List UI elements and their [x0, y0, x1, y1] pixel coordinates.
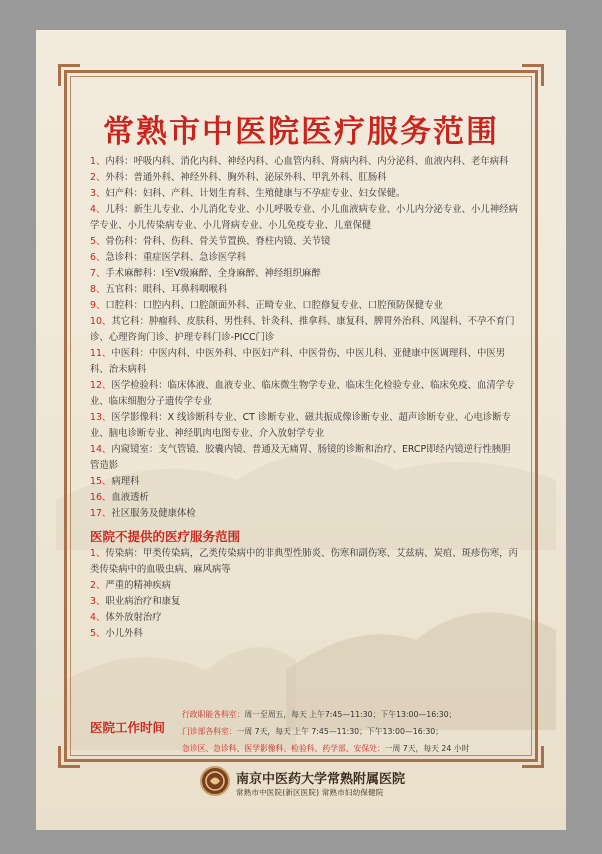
item-number: 11、 — [90, 348, 112, 359]
service-item — [90, 282, 518, 298]
hours-text: 一周 7天，每天 24 小时 — [384, 744, 470, 753]
hours-label: 门诊部各科室： — [182, 727, 237, 736]
item-text: 体外放射治疗 — [105, 612, 162, 623]
item-text: 严重的精神疾病 — [105, 580, 171, 591]
hours-label: 行政职能各科室： — [182, 710, 245, 719]
service-item — [90, 474, 518, 490]
not-provided-item — [90, 578, 518, 594]
item-number: 12、 — [90, 380, 112, 391]
service-item — [90, 154, 518, 170]
hours-label: 急诊区、急诊科、医学影像科、检验科、药学部、安保处： — [182, 744, 385, 753]
service-item — [90, 442, 518, 474]
item-text: 中医科：中医内科、中医外科、中医妇产科、中医骨伤、中医儿科、亚健康中医调理科、中医男科、治未病科 — [90, 348, 506, 375]
item-text: 血液透析 — [111, 492, 149, 503]
service-item — [90, 346, 518, 378]
item-number: 8、 — [90, 284, 106, 295]
item-text: 五官科：眼科、耳鼻科咽喉科 — [105, 284, 228, 295]
item-text: 医学影像科：X 线诊断科专业、CT 诊断专业、磁共振成像诊断专业、超声诊断专业、心电诊断专业、脑电诊断专业、神经肌肉电图专业、介入放射学专业 — [90, 412, 511, 439]
item-text: 小儿外科 — [105, 628, 143, 639]
item-text: 内窥镜室：支气管镜、胶囊内镜、普通及无痛胃、肠镜的诊断和治疗、ERCP即经内镜逆行性胰胆管造影 — [90, 444, 511, 471]
service-item — [90, 202, 518, 234]
not-provided-list — [90, 546, 518, 642]
hours-text: 一周 7天，每天 上午 7:45—11:30；下午13:00—16:30； — [236, 727, 444, 736]
service-item — [90, 234, 518, 250]
item-number: 3、 — [90, 596, 106, 607]
corner-ornament — [522, 64, 544, 86]
page-title: 常熟市中医院医疗服务范围 — [103, 114, 499, 150]
not-provided-item — [90, 610, 518, 626]
item-number: 5、 — [90, 628, 106, 639]
services-content — [90, 154, 518, 642]
item-number: 17、 — [90, 508, 112, 519]
item-text: 医学检验科：临床体液、血液专业、临床微生物学专业、临床生化检验专业、临床免疫、血清学专业、临床细胞分子遗传学专业 — [90, 380, 515, 407]
item-text: 骨伤科：骨科、伤科、骨关节置换、脊柱内镜、关节镜 — [105, 236, 331, 247]
item-text: 妇产科：妇科、产科、计划生育科、生殖健康与不孕症专业、妇女保健。 — [105, 188, 406, 199]
service-item — [90, 186, 518, 202]
item-text: 传染病：甲类传染病，乙类传染病中的非典型性肺炎、伤寒和副伤寒、艾兹病、炭疽、斑疹伤寒，丙类传染病中的血吸虫病、麻风病等 — [90, 548, 518, 575]
corner-ornament — [522, 746, 544, 768]
service-item — [90, 298, 518, 314]
item-number: 4、 — [90, 612, 106, 623]
not-provided-heading: 医院不提供的医疗服务范围 — [90, 529, 241, 544]
service-item — [90, 170, 518, 186]
not-provided-item — [90, 546, 518, 578]
not-provided-item — [90, 626, 518, 642]
item-number: 7、 — [90, 268, 106, 279]
services-list — [90, 154, 518, 522]
service-item — [90, 314, 518, 346]
item-text: 急诊科：重症医学科、急诊医学科 — [105, 252, 246, 263]
item-number: 1、 — [90, 156, 106, 167]
item-number: 16、 — [90, 492, 112, 503]
service-item — [90, 490, 518, 506]
service-item — [90, 266, 518, 282]
corner-ornament — [58, 64, 80, 86]
hours-row — [182, 723, 522, 740]
hours-row — [182, 740, 522, 757]
item-number: 15、 — [90, 476, 112, 487]
service-item — [90, 250, 518, 266]
item-text: 手术麻醉科：Ⅰ至Ⅴ级麻醉、全身麻醉、神经组织麻醉 — [105, 268, 321, 279]
corner-ornament — [58, 746, 80, 768]
service-item — [90, 378, 518, 410]
item-number: 6、 — [90, 252, 106, 263]
item-text: 儿科：新生儿专业、小儿消化专业、小儿呼吸专业、小儿血液病专业、小儿内分泌专业、小儿神经病学专业、小儿传染病专业、小儿肾病专业、小儿免疫专业、儿童保健 — [90, 204, 518, 231]
item-number: 4、 — [90, 204, 106, 215]
item-text: 内科：呼吸内科、消化内科、神经内科、心血管内科、肾病内科、内分泌科、血液内科、老年病科 — [105, 156, 509, 167]
item-text: 其它科：肿瘤科、皮肤科、男性科、针灸科、推拿科、康复科、脾胃外治科、风湿科、不孕不育门诊、心理咨询门诊、护理专科门诊-PICC门诊 — [90, 316, 515, 343]
item-number: 13、 — [90, 412, 112, 423]
item-number: 2、 — [90, 580, 106, 591]
item-text: 病理科 — [111, 476, 140, 487]
item-text: 外科：普通外科、神经外科、胸外科、泌尿外科、甲乳外科、肛肠科 — [105, 172, 387, 183]
item-number: 3、 — [90, 188, 106, 199]
not-provided-item — [90, 594, 518, 610]
item-text: 社区服务及健康体检 — [111, 508, 196, 519]
item-number: 2、 — [90, 172, 106, 183]
item-number: 9、 — [90, 300, 106, 311]
item-number: 14、 — [90, 444, 112, 455]
hospital-name: 南京中医药大学常熟附属医院 — [236, 772, 406, 787]
hours-text: 周一至周五，每天 上午7:45—11:30；下午13:00—16:30； — [244, 710, 457, 719]
service-item — [90, 410, 518, 442]
hospital-subtitle: 常熟市中医院(新区医院) 常熟市妇幼保健院 — [236, 788, 384, 797]
item-number: 1、 — [90, 548, 106, 559]
service-item — [90, 506, 518, 522]
hospital-logo — [200, 766, 230, 796]
poster — [36, 30, 566, 830]
item-number: 5、 — [90, 236, 106, 247]
item-number: 10、 — [90, 316, 112, 327]
hours-heading: 医院工作时间 — [90, 720, 166, 735]
item-text: 口腔科：口腔内科、口腔颌面外科、正畸专业、口腔修复专业、口腔预防保健专业 — [105, 300, 443, 311]
item-text: 职业病治疗和康复 — [105, 596, 181, 607]
hours-list — [182, 706, 522, 757]
hours-row — [182, 706, 522, 723]
